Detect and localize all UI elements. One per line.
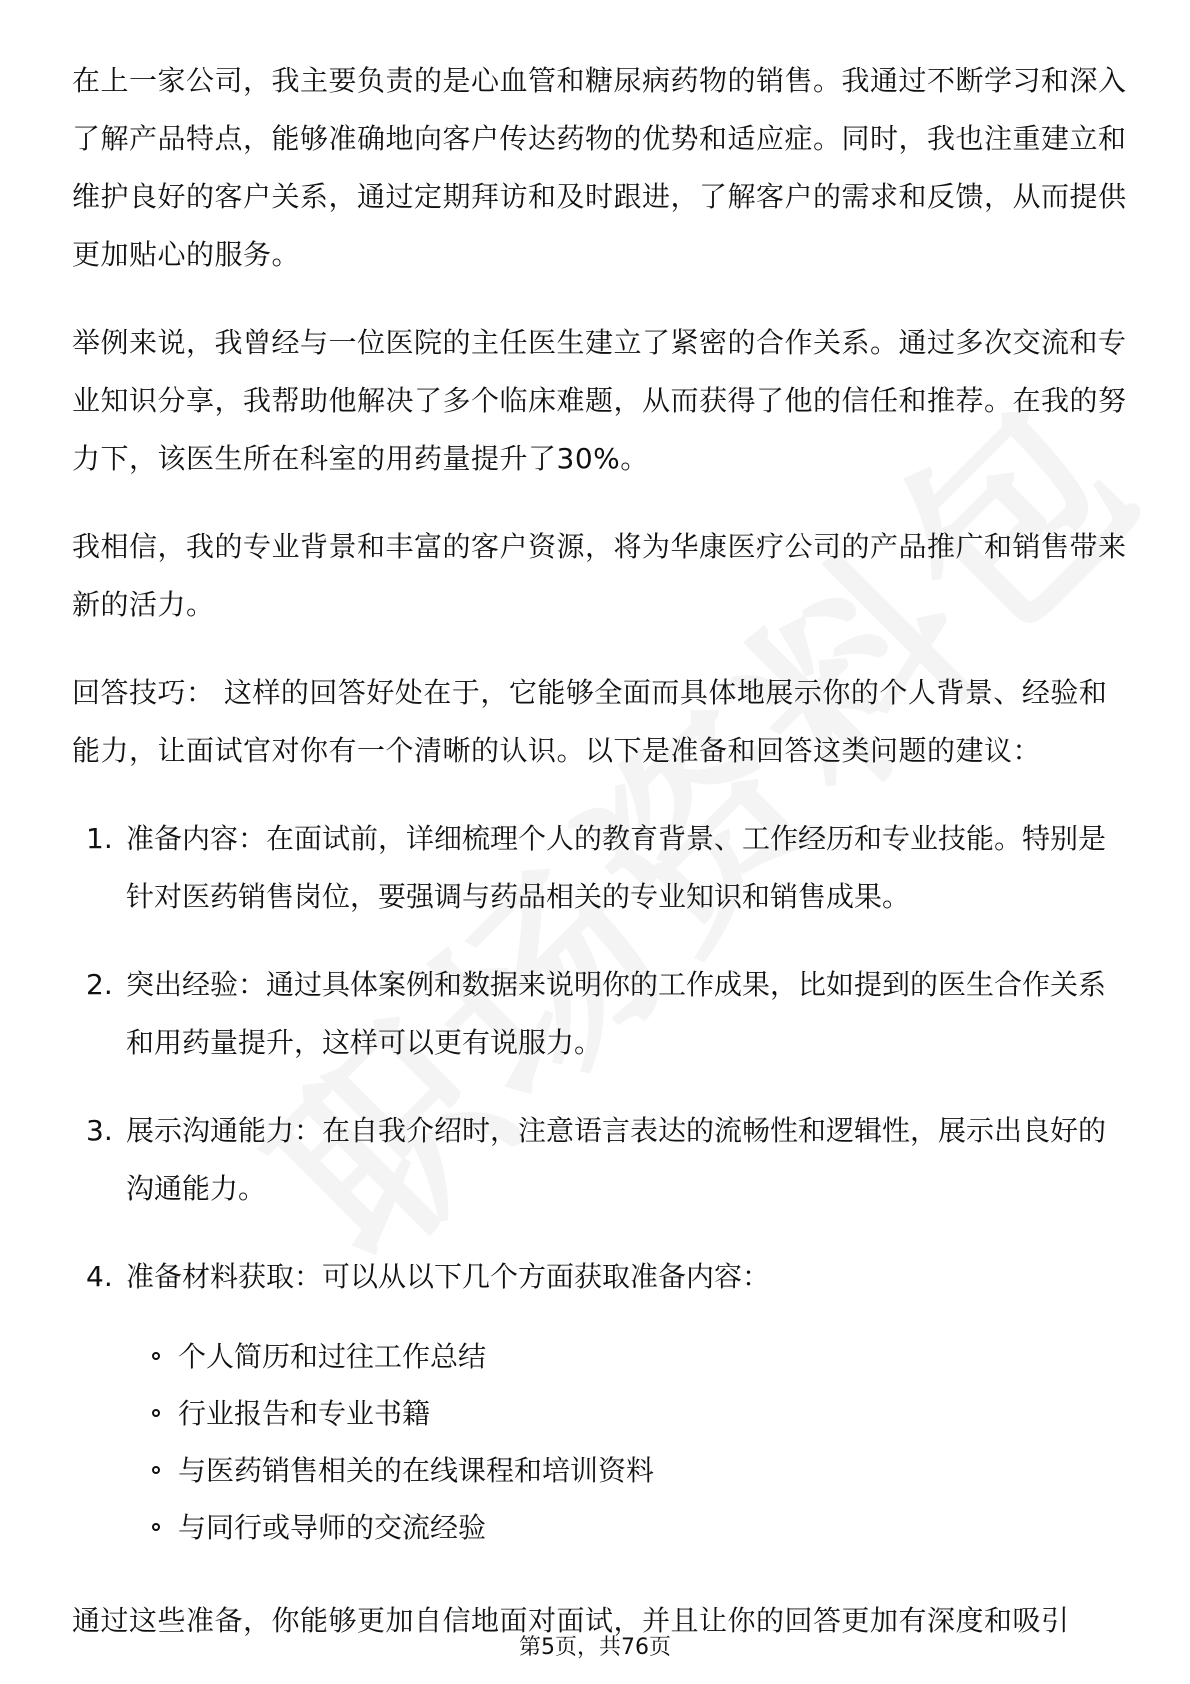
list-item-text: 与医药销售相关的在线课程和培训资料 bbox=[178, 1454, 655, 1487]
tip-item bbox=[72, 956, 1132, 1072]
paragraph-belief: 我相信，我的专业背景和丰富的客户资源，将为华康医疗公司的产品推广和销售带来新的活力。 bbox=[72, 530, 1127, 621]
tip-text: 展示沟通能力：在自我介绍时，注意语言表达的流畅性和逻辑性，展示出良好的沟通能力。 bbox=[126, 1114, 1107, 1205]
material-sources-list bbox=[72, 1328, 1132, 1556]
bullet-circle-icon bbox=[152, 1409, 160, 1417]
list-item-text: 与同行或导师的交流经验 bbox=[178, 1511, 487, 1544]
paragraph-experience: 在上一家公司，我主要负责的是心血管和糖尿病药物的销售。我通过不断学习和深入了解产品特点，能够准确地向客户传达药物的优势和适应症。同时，我也注重建立和维护良好的客户关系，通过定期拜访和及时跟进，了解客户的需求和反馈，从而提供更加贴心的服务。 bbox=[72, 64, 1127, 271]
tip-number: 2. bbox=[86, 968, 113, 1001]
paragraph-example: 举例来说，我曾经与一位医院的主任医生建立了紧密的合作关系。通过多次交流和专业知识分享，我帮助他解决了多个临床难题，从而获得了他的信任和推荐。在我的努力下，该医生所在科室的用药量提升了30%。 bbox=[72, 326, 1127, 475]
list-item bbox=[152, 1442, 1132, 1499]
tip-number: 3. bbox=[86, 1114, 113, 1147]
tip-text: 突出经验：通过具体案例和数据来说明你的工作成果，比如提到的医生合作关系和用药量提升，这样可以更有说服力。 bbox=[126, 968, 1107, 1059]
list-item bbox=[152, 1328, 1132, 1385]
list-item-text: 行业报告和专业书籍 bbox=[178, 1397, 431, 1430]
paragraph-answer-tips: 回答技巧： 这样的回答好处在于，它能够全面而具体地展示你的个人背景、经验和能力，让面试官对你有一个清晰的认识。以下是准备和回答这类问题的建议： bbox=[72, 676, 1108, 767]
bullet-circle-icon bbox=[152, 1352, 160, 1360]
bullet-circle-icon bbox=[152, 1523, 160, 1531]
list-item bbox=[152, 1499, 1132, 1556]
tip-number: 1. bbox=[86, 822, 113, 855]
list-item bbox=[152, 1385, 1132, 1442]
tip-number: 4. bbox=[86, 1260, 113, 1293]
tip-item bbox=[72, 810, 1132, 926]
tip-item bbox=[72, 1102, 1132, 1218]
list-item-text: 个人简历和过往工作总结 bbox=[178, 1340, 487, 1373]
document-body bbox=[72, 52, 1132, 1650]
bullet-circle-icon bbox=[152, 1466, 160, 1474]
tips-list bbox=[72, 810, 1132, 1306]
tip-text: 准备材料获取：可以从以下几个方面获取准备内容： bbox=[126, 1260, 771, 1293]
page-number-footer: 第5页，共76页 bbox=[519, 1635, 671, 1660]
paragraph-closing: 通过这些准备，你能够更加自信地面对面试，并且让你的回答更加有深度和吸引 bbox=[72, 1604, 1070, 1637]
tip-item bbox=[72, 1248, 1132, 1306]
tip-text: 准备内容：在面试前，详细梳理个人的教育背景、工作经历和专业技能。特别是针对医药销售岗位，要强调与药品相关的专业知识和销售成果。 bbox=[126, 822, 1107, 913]
